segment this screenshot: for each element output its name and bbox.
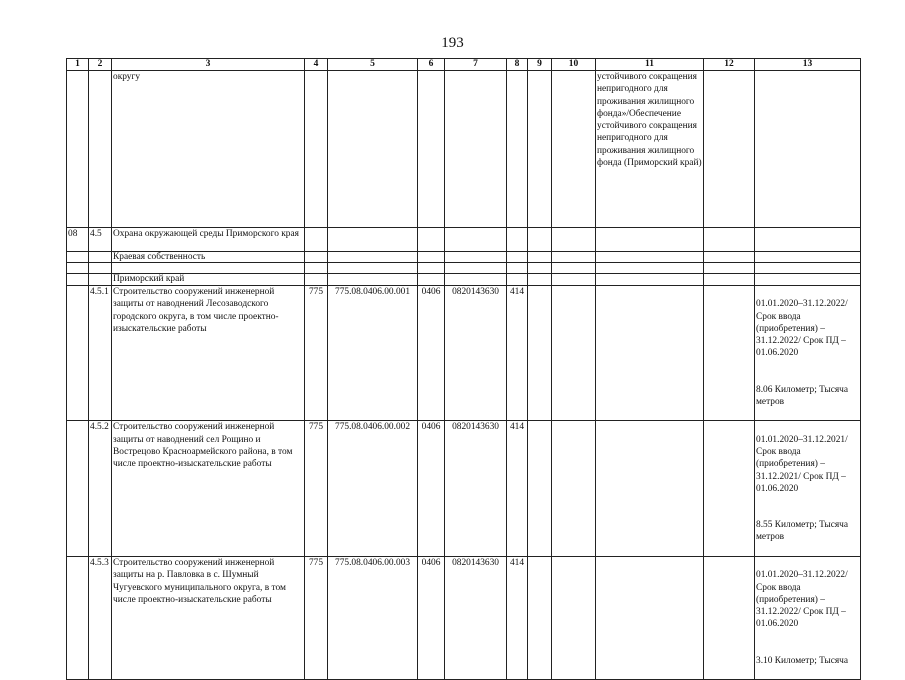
object-code-cell: 775.08.0406.00.001: [328, 286, 418, 421]
table-row: [67, 556, 861, 679]
object-name-cell: Строительство сооружений инженерной защиты от наводнений Лесозаводского городского округа, в том числе проектно-изыскательские работы: [112, 286, 305, 421]
object-name-cell: Строительство сооружений инженерной защиты от наводнений сел Рощино и Вострецово Красноармейского района, в том числе проектно-изыскательские работы: [112, 421, 305, 556]
table-row: [67, 286, 861, 421]
table-row: [67, 421, 861, 556]
target-article-cell: 0820143630: [445, 556, 507, 679]
program-cell: устойчивого сокращения непригодного для проживания жилищного фонда»/Обеспечение устойчивого сокращения непригодного для проживания жилищного фонда (Приморский край): [596, 71, 704, 228]
ownership-row: [67, 252, 861, 263]
code-cell: 775: [305, 421, 328, 556]
header-cell: 10: [552, 59, 596, 71]
capacity-text: 8.55 Километр; Тысяча метров: [756, 520, 849, 543]
expense-type-cell: 414: [507, 286, 528, 421]
header-cell: 4: [305, 59, 328, 71]
header-cell: 9: [528, 59, 552, 71]
capacity-text: 8.06 Километр; Тысяча метров: [756, 384, 849, 407]
section-code-cell: 0406: [418, 421, 445, 556]
object-code-cell: 775.08.0406.00.002: [328, 421, 418, 556]
header-cell: 6: [418, 59, 445, 71]
terms-cell: [755, 421, 861, 556]
item-number-cell: 4.5.1: [89, 286, 112, 421]
section-code-cell: 0406: [418, 556, 445, 679]
capacity-text: 3.10 Километр; Тысяча: [756, 655, 849, 666]
empty-row: [67, 263, 861, 274]
terms-text: 01.01.2020–31.12.2022/ Срок ввода (приобретения) – 31.12.2022/ Срок ПД – 01.06.2020: [756, 299, 848, 359]
section-row: [67, 228, 861, 252]
header-cell: 8: [507, 59, 528, 71]
item-number-cell: 4.5.2: [89, 421, 112, 556]
header-cell: 7: [445, 59, 507, 71]
budget-table: [66, 58, 861, 680]
expense-type-cell: 414: [507, 556, 528, 679]
header-row: [67, 59, 861, 71]
section-code-cell: 08: [67, 228, 89, 252]
terms-text: 01.01.2020–31.12.2022/ Срок ввода (приобретения) – 31.12.2022/ Срок ПД – 01.06.2020: [756, 570, 848, 630]
section-title-cell: Охрана окружающей среды Приморского края: [112, 228, 305, 252]
header-cell: 12: [704, 59, 755, 71]
target-article-cell: 0820143630: [445, 286, 507, 421]
header-cell: 3: [112, 59, 305, 71]
header-cell: 5: [328, 59, 418, 71]
object-code-cell: 775.08.0406.00.003: [328, 556, 418, 679]
header-cell: 1: [67, 59, 89, 71]
object-name-cell: округу: [112, 71, 305, 228]
header-cell: 11: [596, 59, 704, 71]
section-code-cell: 0406: [418, 286, 445, 421]
terms-text: 01.01.2020–31.12.2021/ Срок ввода (приобретения) – 31.12.2021/ Срок ПД – 01.06.2020: [756, 434, 848, 494]
code-cell: 775: [305, 286, 328, 421]
terms-cell: [755, 556, 861, 679]
region-row: [67, 274, 861, 286]
section-number-cell: 4.5: [89, 228, 112, 252]
header-cell: 2: [89, 59, 112, 71]
item-number-cell: 4.5.3: [89, 556, 112, 679]
code-cell: 775: [305, 556, 328, 679]
expense-type-cell: 414: [507, 421, 528, 556]
region-cell: Приморский край: [112, 274, 305, 286]
table-row: [67, 71, 861, 228]
target-article-cell: 0820143630: [445, 421, 507, 556]
ownership-cell: Краевая собственность: [112, 252, 305, 263]
header-cell: 13: [755, 59, 861, 71]
terms-cell: [755, 286, 861, 421]
page-number: 193: [441, 35, 464, 51]
object-name-cell: Строительство сооружений инженерной защиты на р. Павловка в с. Шумный Чугуевского муниципального округа, в том числе проектно-изыскательские работы: [112, 556, 305, 679]
